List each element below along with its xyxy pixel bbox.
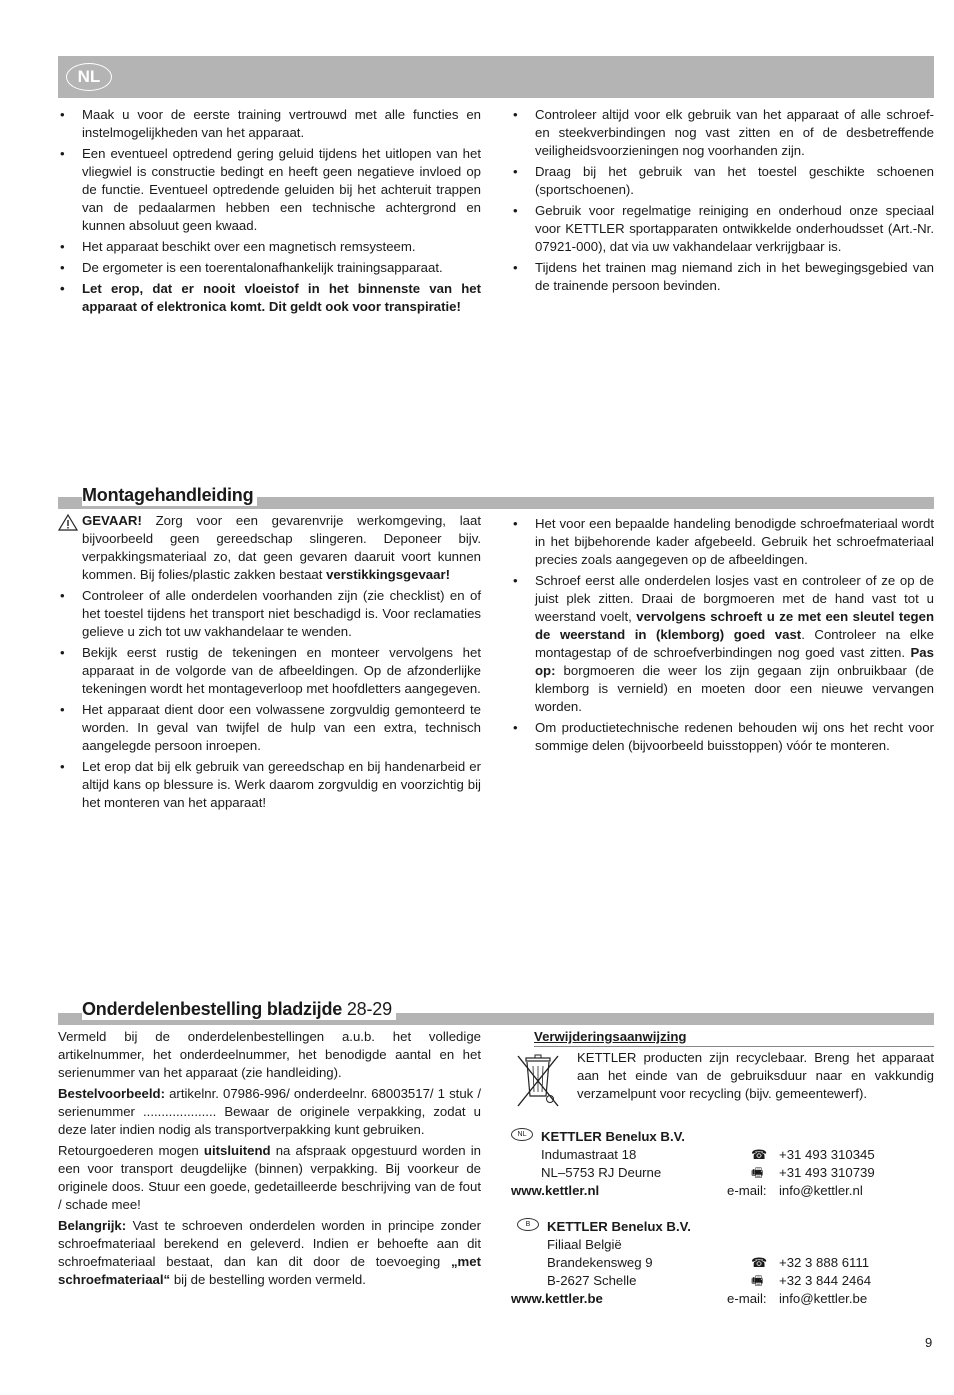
disposal-text: KETTLER producten zijn recyclebaar. Breng het apparaat aan het einde van de gebruiksduur naar en vakkundig verzamelpunt voor recycling (bijv. gemeentewerf). — [577, 1050, 934, 1101]
contact-company: KETTLER Benelux B.V. — [541, 1129, 685, 1144]
contact-company: KETTLER Benelux B.V. — [547, 1219, 691, 1234]
contact-web: www.kettler.nl — [511, 1183, 600, 1198]
montage-right-column — [511, 515, 934, 758]
paragraph-text: artikelnr. 07986-996/ onderdeelnr. 68003517/ 1 stuk / serienummer .................... Bewaar de originele verpakking, zodat u deze later indien nodig als transportverpakking kunt gebruiken. — [58, 1086, 481, 1137]
disposal-title-wrap — [534, 1028, 934, 1046]
disposal-divider — [534, 1046, 934, 1047]
montage-section-header — [58, 482, 934, 510]
crossed-bin-icon — [514, 1052, 564, 1110]
disposal-title: Verwijderingsaanwijzing — [534, 1029, 687, 1044]
contact-fax: +31 493 310739 — [779, 1165, 875, 1180]
contact-phone: +31 493 310345 — [779, 1147, 875, 1162]
contact-address-line: Brandekensweg 9 — [547, 1255, 653, 1270]
intro-right-list — [511, 106, 934, 295]
parts-column — [58, 1028, 481, 1292]
list-item: • Gebruik voor regelmatige reiniging en onderhoud onze speciaal voor KETTLER sportapparaten ontwikkelde onderhoudsset (Art.-Nr. 07921-000), dat via uw vakhandelaar verkrijgbaar is. — [511, 202, 934, 256]
list-item: • Om productietechnische redenen behouden wij ons het recht voor sommige delen (bijvoorbeeld buisstoppen) vóór te monteren. — [511, 719, 934, 755]
contact-address-line: Indumastraat 18 — [541, 1147, 637, 1162]
paragraph-emphasis: „met schroefmateriaal“ — [58, 1254, 481, 1287]
language-badge: NL — [66, 63, 112, 91]
contact-address-line: B-2627 Schelle — [547, 1273, 637, 1288]
paragraph-text: Retourgoederen mogen — [58, 1143, 199, 1158]
contact-address-line: Filiaal België — [547, 1237, 622, 1252]
paragraph-text: bij de bestelling worden vermeld. — [173, 1272, 366, 1287]
list-emphasis: vervolgens schroeft u ze met een sleutel tegen de weerstand in (klemborg) goed vast — [535, 609, 934, 642]
flag-nl-icon: NL — [511, 1128, 533, 1141]
intro-left-column — [58, 106, 481, 319]
paragraph-text: Vast te schroeven onderdelen worden in principe zonder schroefmateriaal berekend en geleverd. Indien er behoefte aan dit schroefmateriaal bestaat, dan kan dit door de toevoeging — [58, 1218, 481, 1269]
contact-web: www.kettler.be — [511, 1291, 603, 1306]
header-bar — [58, 56, 934, 98]
paragraph-text: na afspraak opgestuurd worden in een voor transport deugdelijke (binnen) verpakking. Bij voorkeur de originele doos. Stuur een goede, gedetailleerde beschrijving van de fout / schade mee! — [58, 1143, 481, 1212]
phone-icon: ☎ — [751, 1255, 768, 1270]
paragraph: Vermeld bij de onderdelenbestellingen a.u.b. het volledige artikelnummer, het onderdeelnummer, het benodigde aantal en het serienummer van het apparaat (zie handleiding). — [58, 1029, 481, 1080]
list-item: • Let erop dat bij elk gebruik van gereedschap en bij handenarbeid er altijd kans op blessure is. Werk daarom zorgvuldig en voorzichtig bij het monteren van het apparaat! — [58, 758, 481, 812]
list-item: • Bekijk eerst rustig de tekeningen en monteer vervolgens het apparaat in de volgorde van de afbeeldingen. Op de afzonderlijke tekeningen wordt het montageverloop met hoofdletters aangegeven. — [58, 644, 481, 698]
paragraph-label: Belangrijk: — [58, 1218, 127, 1233]
list-item: • Controleer of alle onderdelen voorhanden zijn (zie checklist) en of het toestel tijdens het transport niet beschadigd is. Voor reclamaties gelieve u zich tot uw vakhandelaar te wenden. — [58, 587, 481, 641]
contact-email-label: e-mail: — [727, 1291, 767, 1306]
list-item: • Een eventueel optredend gering geluid tijdens het uitlopen van het vliegwiel is constructie bedingt en heeft geen negatieve invloed op de functie. Eventueel optredende geluiden bij het achteruit trappen van de pedaalarmen hebben een technische achtergrond en kunnen absoluut geen kwaad. — [58, 145, 481, 235]
contact-email: info@kettler.be — [779, 1291, 868, 1306]
section-title: Montagehandleiding — [82, 484, 257, 506]
contact-phone: +32 3 888 6111 — [779, 1255, 870, 1270]
contact-email-label: e-mail: — [727, 1183, 767, 1198]
warning-label: GEVAAR! — [82, 513, 142, 528]
warning-item — [58, 512, 481, 584]
intro-left-list — [58, 106, 481, 316]
list-item: • Draag bij het gebruik van het toestel geschikte schoenen (sportschoenen). — [511, 163, 934, 199]
list-item — [511, 572, 934, 716]
list-emphasis: Pas op: — [535, 645, 934, 678]
list-item: • Het apparaat beschikt over een magnetisch remsysteem. — [58, 238, 481, 256]
paragraph — [58, 1217, 481, 1289]
section-title-pages: 28-29 — [346, 999, 392, 1019]
warning-text: Zorg voor een gevarenvrije werkomgeving, laat bijvoorbeeld geen gereedschap slingeren. Deponeer bijv. verpakkingsmateriaal zo, dat geen gevaren daaruit voort kunnen kommen. Bij folies/plastic zakken bestaat — [82, 513, 481, 582]
paragraph-emphasis: uitsluitend — [203, 1143, 271, 1158]
list-text: . Controleer na elke montagestap of de schroefverbindingen nog goed vast zitten. — [535, 627, 934, 660]
contact-email: info@kettler.nl — [779, 1183, 863, 1198]
contact-block-be — [511, 1218, 934, 1308]
fax-icon: 🖷 — [751, 1273, 764, 1288]
list-item: • Let erop, dat er nooit vloeistof in het binnenste van het apparaat of elektronica komt. Dit geldt ook voor transpiratie! — [58, 280, 481, 316]
contact-fax: +32 3 844 2464 — [779, 1273, 872, 1288]
phone-icon: ☎ — [751, 1147, 768, 1162]
fax-icon: 🖷 — [751, 1165, 764, 1180]
list-item: • De ergometer is een toerentalonafhankelijk trainingsapparaat. — [58, 259, 481, 277]
contact-block-nl — [511, 1128, 934, 1200]
warning-triangle-icon — [58, 514, 78, 531]
montage-left-column — [58, 512, 481, 815]
section-title-text: Onderdelenbestelling bladzijde — [82, 999, 343, 1019]
paragraph-label: Bestelvoorbeeld: — [58, 1086, 165, 1101]
list-text: borgmoeren die weer los zijn gegaan zijn onbruikbaar (de klemborg is vernield) en moeten door een nieuwe vervangen worden. — [535, 663, 935, 714]
list-item: • Het apparaat dient door een volwassene zorgvuldig gemonteerd te worden. In geval van twijfel de hulp van een extra, technisch aangelegde persoon inroepen. — [58, 701, 481, 755]
list-item: • Tijdens het trainen mag niemand zich in het bewegingsgebied van de trainende persoon bevinden. — [511, 259, 934, 295]
montage-right-list — [511, 515, 934, 755]
parts-section-header — [58, 998, 934, 1026]
page-number: 9 — [925, 1335, 933, 1350]
contact-address-line: NL–5753 RJ Deurne — [541, 1165, 662, 1180]
list-item: • Maak u voor de eerste training vertrouwd met alle functies en instelmogelijkheden van het apparaat. — [58, 106, 481, 142]
intro-right-column — [511, 106, 934, 298]
list-item: • Controleer altijd voor elk gebruik van het apparaat of alle schroef- en steekverbindingen nog vast zitten en of de desbetreffende veiligheidsvoorzieningen nog voorhanden zijn. — [511, 106, 934, 160]
montage-left-list — [58, 512, 481, 812]
list-item: • Het voor een bepaalde handeling benodigde schroefmateriaal wordt in het bijbehorende kader afgebeeld. Gebruik het schroefmateriaal precies zoals aangegeven op de afbeeldingen. — [511, 515, 934, 569]
list-text: Schroef eerst alle onderdelen losjes vast en controleer of ze op de juist plek zitten. Draai de borgmoeren met de hand vast tot u weerstand voelt, — [535, 573, 934, 624]
paragraph — [58, 1085, 481, 1139]
warning-emphasis: verstikkingsgevaar! — [326, 567, 450, 582]
section-title — [82, 998, 396, 1020]
paragraph — [58, 1142, 481, 1214]
flag-be-icon: B — [517, 1218, 539, 1231]
